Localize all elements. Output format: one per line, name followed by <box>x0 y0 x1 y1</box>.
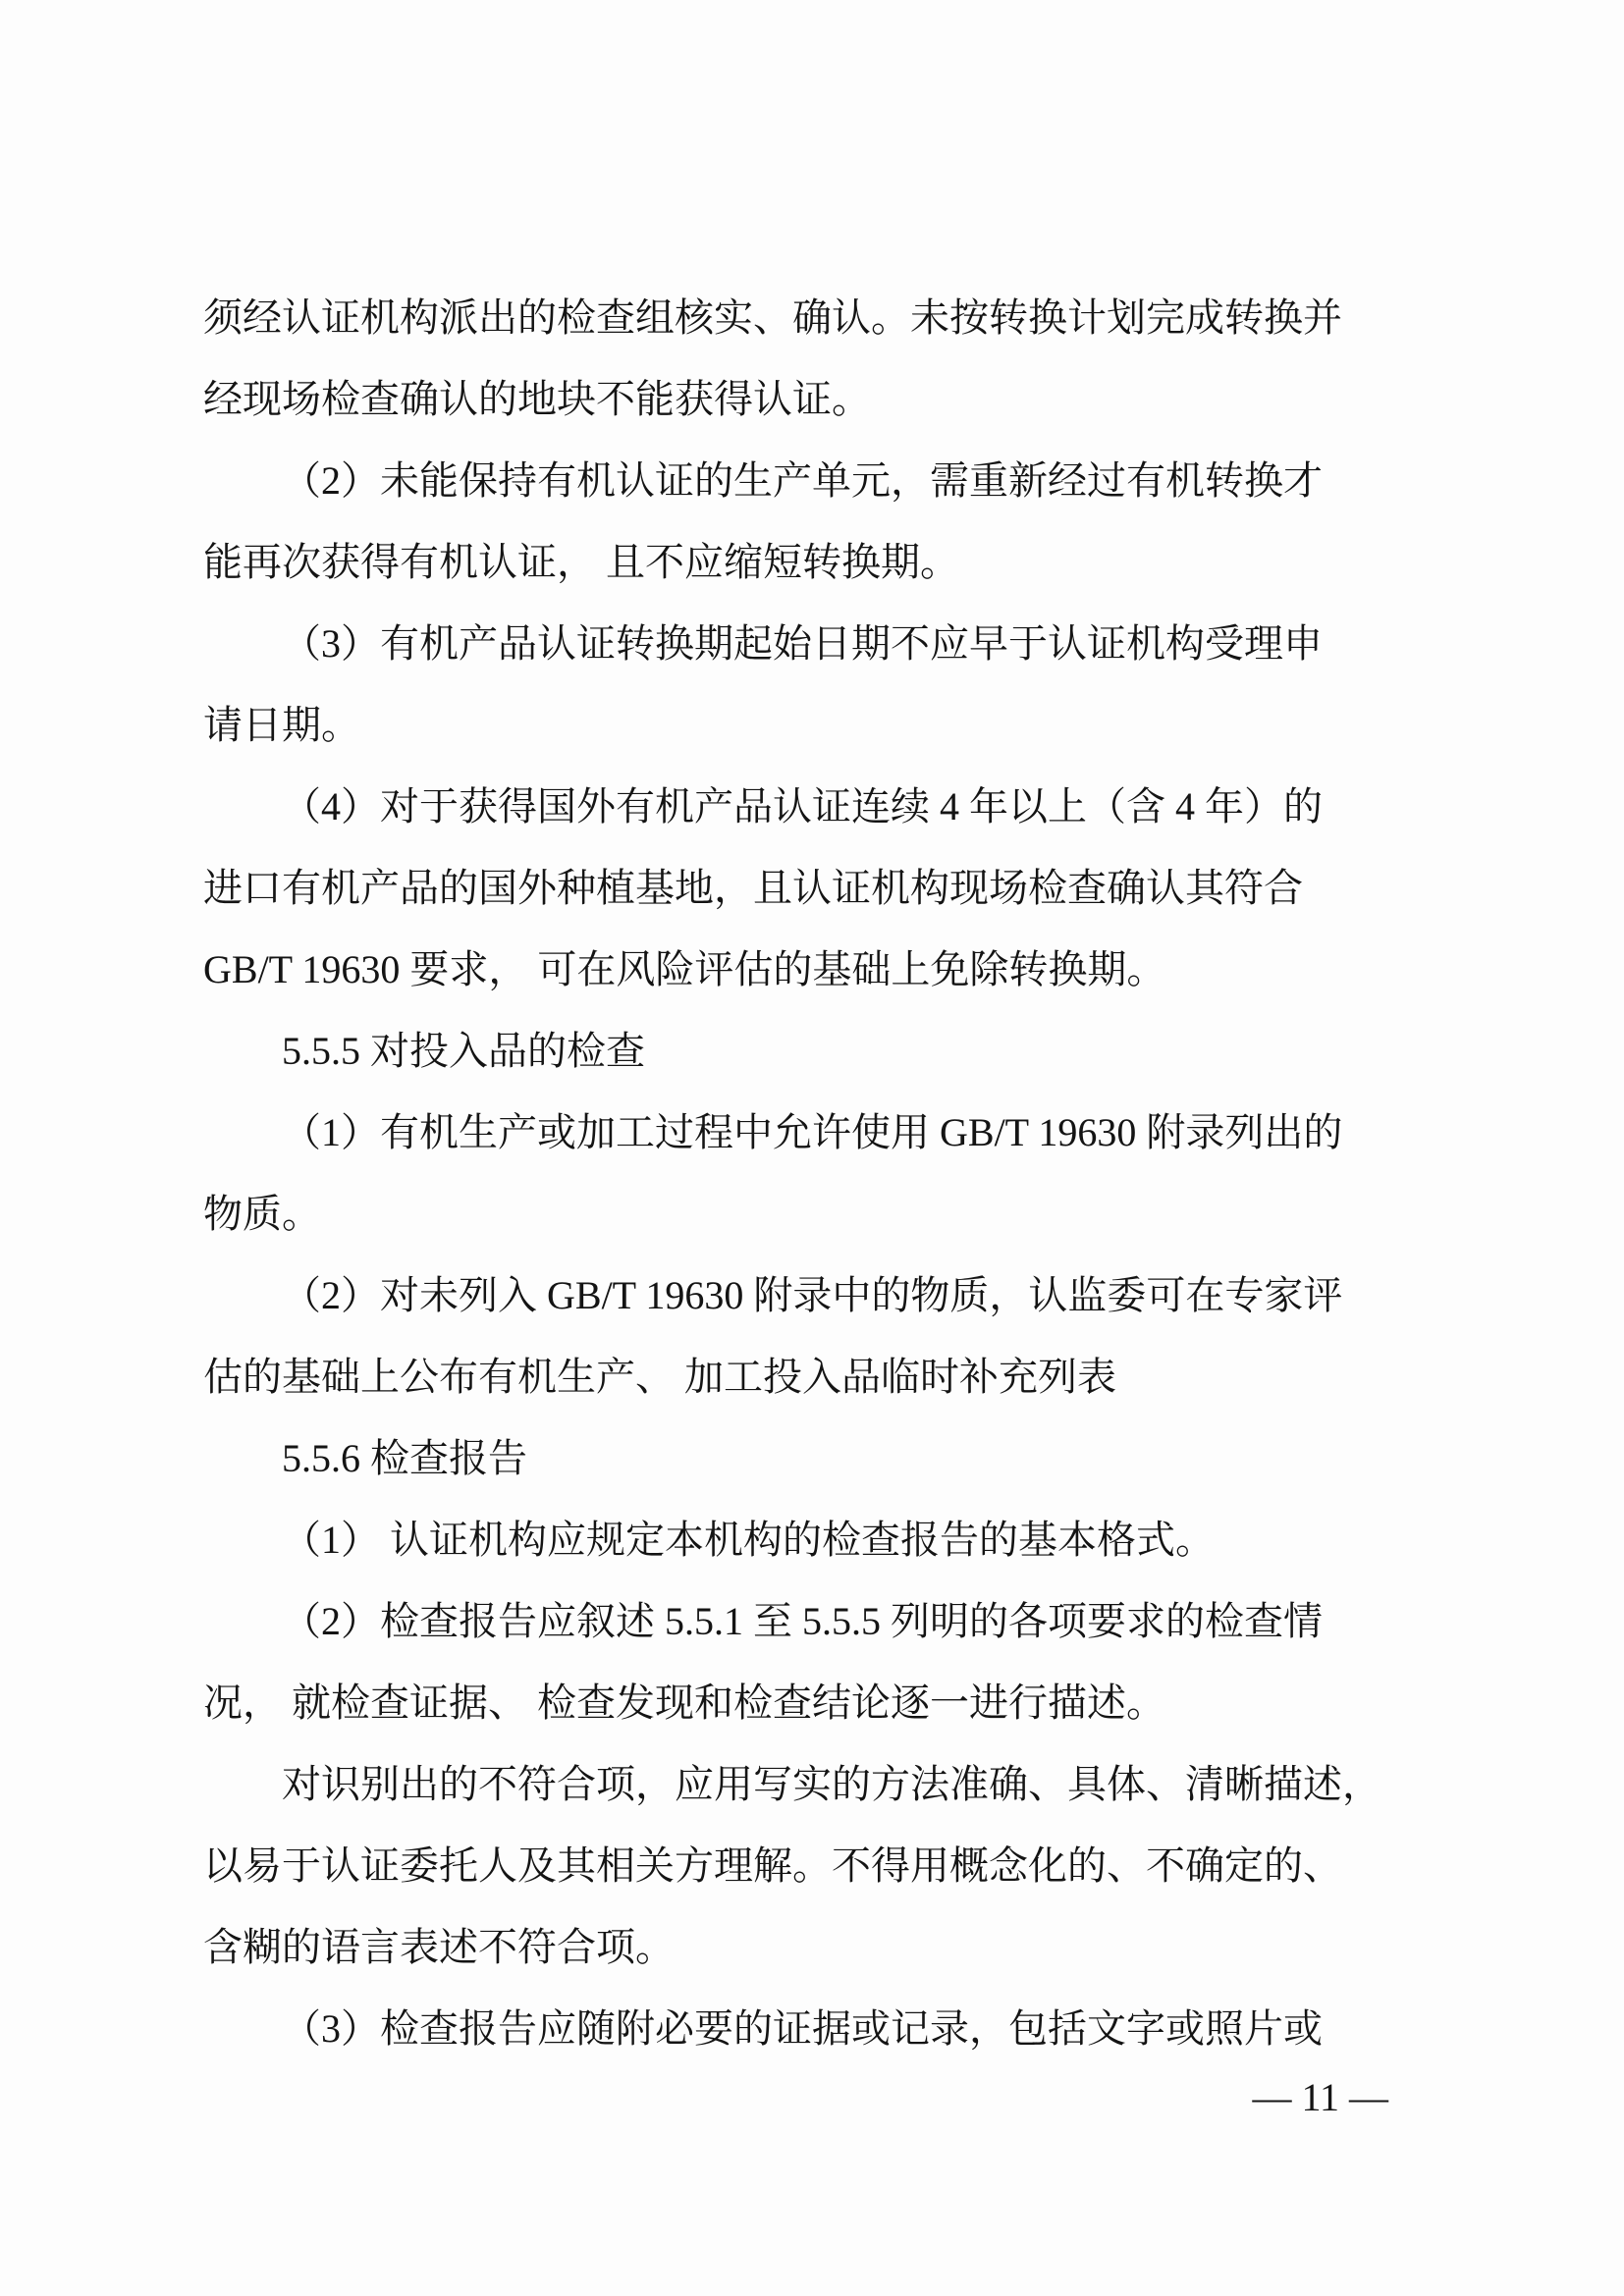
text-line: 请日期。 <box>203 703 360 747</box>
text-line-item-4: （4）对于获得国外有机产品认证连续 4 年以上（含 4 年）的 <box>282 784 1323 828</box>
section-heading-5-5-6: 5.5.6 检查报告 <box>282 1436 527 1480</box>
text-line-item-1: （1）有机生产或加工过程中允许使用 GB/T 19630 附录列出的 <box>282 1110 1343 1154</box>
text-line-item-2: （2）对未列入 GB/T 19630 附录中的物质，认监委可在专家评 <box>282 1273 1343 1317</box>
text-line: 能再次获得有机认证， 且不应缩短转换期。 <box>203 540 959 584</box>
text-line: 况， 就检查证据、 检查发现和检查结论逐一进行描述。 <box>203 1681 1165 1725</box>
text-line: 进口有机产品的国外种植基地，且认证机构现场检查确认其符合 <box>203 866 1303 910</box>
text-line: 经现场检查确认的地块不能获得认证。 <box>203 377 871 421</box>
text-line: GB/T 19630 要求， 可在风险评估的基础上免除转换期。 <box>203 947 1166 991</box>
text-line: 物质。 <box>203 1192 321 1236</box>
text-line: 须经认证机构派出的检查组核实、确认。未按转换计划完成转换并 <box>203 295 1342 340</box>
section-heading-5-5-5: 5.5.5 对投入品的检查 <box>282 1029 645 1073</box>
text-line-item-3: （3）有机产品认证转换期起始日期不应早于认证机构受理申 <box>282 621 1323 666</box>
document-body <box>203 277 1381 2069</box>
text-line-item-2: （2）检查报告应叙述 5.5.1 至 5.5.5 列明的各项要求的检查情 <box>282 1599 1323 1643</box>
page-number: — 11 — <box>1252 2075 1388 2119</box>
text-line: 估的基础上公布有机生产、 加工投入品临时补充列表 <box>203 1355 1116 1399</box>
text-line: 以易于认证委托人及其相关方理解。不得用概念化的、不确定的、 <box>203 1843 1342 1888</box>
text-line-item-1: （1） 认证机构应规定本机构的检查报告的基本格式。 <box>282 1518 1215 1562</box>
text-line: 含糊的语言表述不符合项。 <box>203 1925 675 1969</box>
text-line-paragraph: 对识别出的不符合项，应用写实的方法准确、具体、清晰描述， <box>282 1762 1381 1806</box>
text-line-item-3: （3）检查报告应随附必要的证据或记录，包括文字或照片或 <box>282 2006 1323 2051</box>
text-line-item-2: （2）未能保持有机认证的生产单元，需重新经过有机转换才 <box>282 458 1323 503</box>
